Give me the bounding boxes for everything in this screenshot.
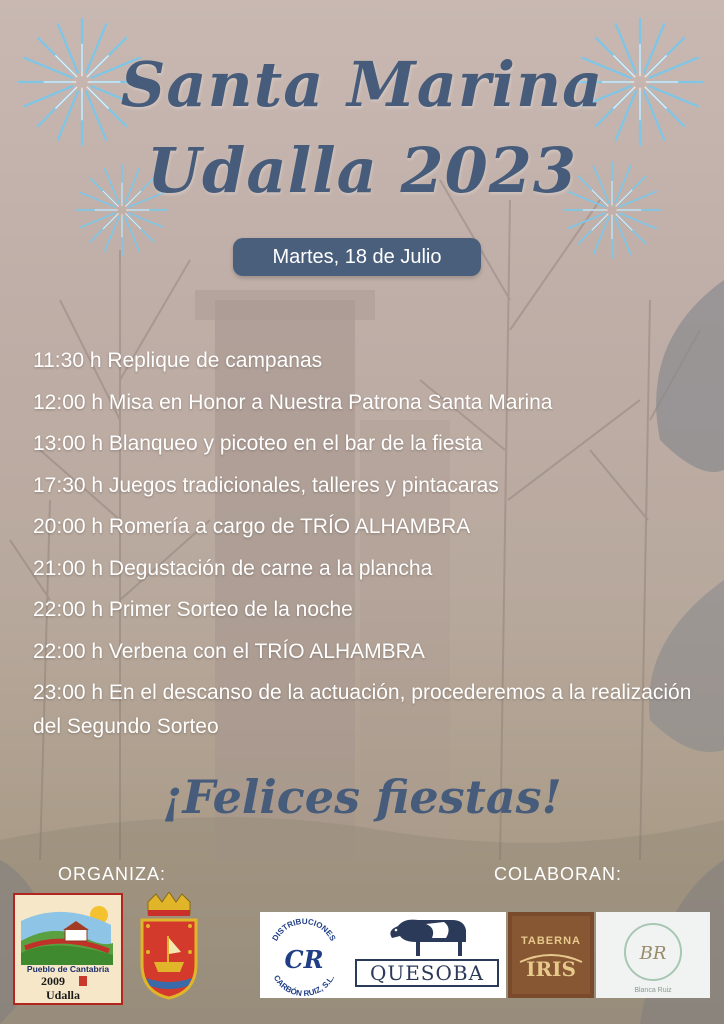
- schedule-item: 22:00 h Primer Sorteo de la noche: [33, 598, 353, 621]
- carbon-ruiz-logo: [260, 912, 348, 998]
- schedule-item: 13:00 h Blanqueo y picoteo en el bar de la fiesta: [33, 432, 483, 455]
- organiza-label: ORGANIZA:: [58, 864, 167, 884]
- title-line-1: Santa Marina: [120, 48, 604, 121]
- coat-of-arms-icon: [136, 892, 202, 1000]
- date-badge: Martes, 18 de Julio: [233, 238, 481, 276]
- blanca-monogram: BR: [639, 943, 667, 964]
- pueblo-logo-name: Udalla: [45, 988, 81, 1002]
- pueblo-de-cantabria-logo: [13, 893, 123, 1005]
- greeting-text: ¡Felices fiestas!: [162, 770, 562, 824]
- title-line-2: Udalla 2023: [146, 134, 577, 207]
- carbon-ruiz-monogram: CR: [284, 945, 324, 974]
- blanca-name: Blanca Ruiz: [634, 987, 672, 994]
- colaboran-label: COLABORAN:: [494, 864, 623, 884]
- carbon-ruiz-bottom: CARBÓN RUIZ, S.L.: [271, 973, 337, 998]
- iris-top: TABERNA: [521, 935, 581, 947]
- schedule-item: 17:30 h Juegos tradicionales, talleres y pintacaras: [33, 473, 499, 497]
- carbon-ruiz-top: DISTRIBUCIONES: [270, 916, 338, 943]
- schedule-item: 12:00 h Misa en Honor a Nuestra Patrona Santa Marina: [33, 390, 553, 414]
- quesoba-name: QUESOBA: [369, 961, 485, 985]
- quesoba-logo: [348, 912, 506, 998]
- iris-name: IRIS: [526, 957, 576, 981]
- schedule-item: 21:00 h Degustación de carne a la plancha: [33, 556, 433, 580]
- schedule-item: 20:00 h Romería a cargo de TRÍO ALHAMBRA: [33, 515, 471, 538]
- schedule-item: 23:00 h En el descanso de la actuación, procederemos a la realización del Segundo Sorteo: [33, 681, 692, 738]
- pueblo-logo-line1: Pueblo de Cantabria: [26, 964, 110, 974]
- schedule-item: 22:00 h Verbena con el TRÍO ALHAMBRA: [33, 639, 425, 663]
- blanca-ruiz-logo: [596, 912, 710, 998]
- schedule-item: 11:30 h Replique de campanas: [33, 349, 323, 372]
- taberna-iris-logo: [508, 912, 594, 998]
- pueblo-logo-year: 2009: [41, 974, 65, 988]
- schedule-list: [33, 340, 713, 744]
